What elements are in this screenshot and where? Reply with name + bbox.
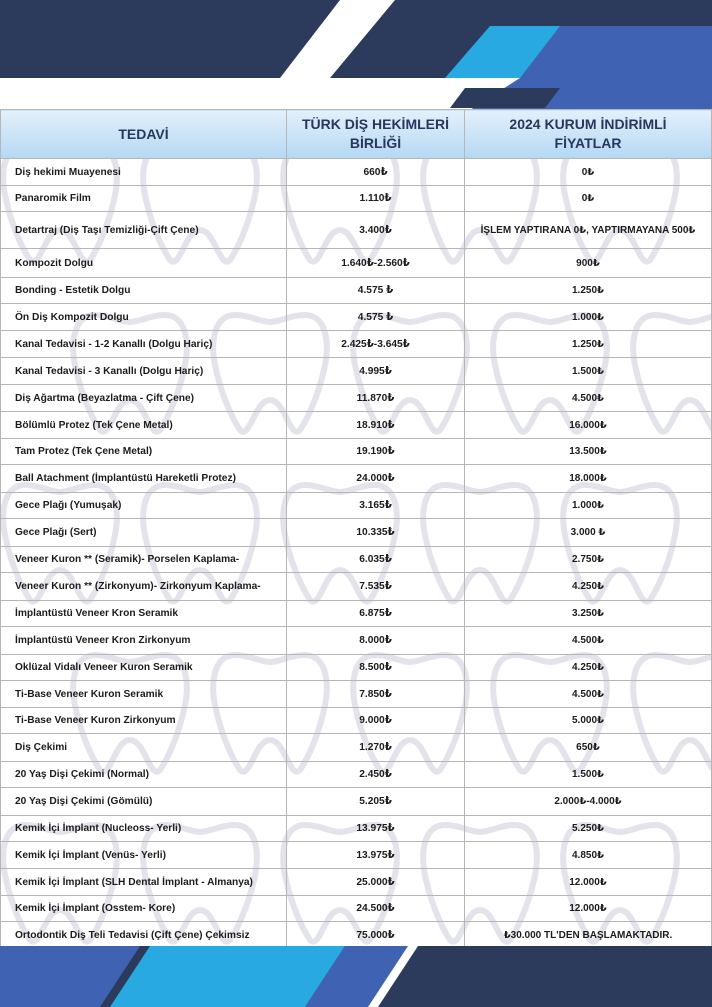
institution-price-cell: 12.000₺ <box>465 896 712 922</box>
tdb-price-cell: 6.035₺ <box>287 547 465 573</box>
institution-price-cell: 900₺ <box>465 249 712 278</box>
institution-price-cell: 5.250₺ <box>465 816 712 842</box>
tdb-price-cell: 7.535₺ <box>287 573 465 601</box>
table-row <box>1 869 712 896</box>
header-treatment <box>1 110 287 159</box>
header-institution-line2: FİYATLAR <box>554 135 622 151</box>
tdb-price-cell: 4.995₺ <box>287 358 465 385</box>
institution-price-cell: 13.500₺ <box>465 439 712 465</box>
tdb-price-cell: 13.975₺ <box>287 816 465 842</box>
tdb-price-cell: 2.425₺-3.645₺ <box>287 331 465 358</box>
institution-price-cell: 1.500₺ <box>465 358 712 385</box>
tdb-price-cell: 11.870₺ <box>287 385 465 412</box>
table-row <box>1 412 712 439</box>
tdb-price-cell: 10.335₺ <box>287 519 465 547</box>
table-row <box>1 385 712 412</box>
tdb-price-cell: 75.000₺ <box>287 922 465 949</box>
institution-price-cell: 4.850₺ <box>465 842 712 869</box>
institution-price-cell: 1.250₺ <box>465 331 712 358</box>
table-row <box>1 249 712 278</box>
treatment-cell: Bölümlü Protez (Tek Çene Metal) <box>1 412 287 439</box>
table-header-row <box>1 110 712 159</box>
treatment-cell: Kanal Tedavisi - 3 Kanallı (Dolgu Hariç) <box>1 358 287 385</box>
institution-price-cell: 1.500₺ <box>465 762 712 788</box>
table-row <box>1 439 712 465</box>
institution-price-cell: 1.000₺ <box>465 493 712 519</box>
table-row <box>1 159 712 186</box>
header-tdb-line1: TÜRK DİŞ HEKİMLERİ <box>302 116 449 132</box>
treatment-cell: Ön Diş Kompozit Dolgu <box>1 304 287 331</box>
table-row <box>1 681 712 708</box>
treatment-cell: Ortodontik Diş Teli Tedavisi (Çift Çene) Çekimsiz <box>1 922 287 949</box>
institution-price-cell: 18.000₺ <box>465 465 712 493</box>
table-row <box>1 547 712 573</box>
price-rows <box>1 159 712 949</box>
treatment-cell: Kemik İçi İmplant (Osstem- Kore) <box>1 896 287 922</box>
table-row <box>1 896 712 922</box>
tdb-price-cell: 9.000₺ <box>287 708 465 734</box>
table-row <box>1 358 712 385</box>
treatment-cell: Panaromik Film <box>1 186 287 212</box>
institution-price-cell: 4.250₺ <box>465 573 712 601</box>
treatment-cell: Tam Protez (Tek Çene Metal) <box>1 439 287 465</box>
header-tdb-line2: BİRLİĞİ <box>349 135 402 151</box>
institution-price-cell: 16.000₺ <box>465 412 712 439</box>
institution-price-cell: 1.000₺ <box>465 304 712 331</box>
institution-price-cell: 12.000₺ <box>465 869 712 896</box>
treatment-cell: Bonding - Estetik Dolgu <box>1 278 287 304</box>
tdb-price-cell: 25.000₺ <box>287 869 465 896</box>
treatment-cell: Veneer Kuron ** (Zirkonyum)- Zirkonyum Kaplama- <box>1 573 287 601</box>
tdb-price-cell: 6.875₺ <box>287 601 465 627</box>
table-row <box>1 762 712 788</box>
table-row <box>1 922 712 949</box>
treatment-cell: Oklüzal Vidalı Veneer Kuron Seramik <box>1 655 287 681</box>
table-row <box>1 601 712 627</box>
treatment-cell: Kemik İçi İmplant (Venüs- Yerli) <box>1 842 287 869</box>
table-row <box>1 627 712 655</box>
institution-price-cell: 0₺ <box>465 186 712 212</box>
table-row <box>1 304 712 331</box>
treatment-cell: Ball Atachment (İmplantüstü Hareketli Protez) <box>1 465 287 493</box>
institution-price-cell: 2.750₺ <box>465 547 712 573</box>
tdb-price-cell: 19.190₺ <box>287 439 465 465</box>
table-row <box>1 788 712 816</box>
top-banner <box>0 0 712 110</box>
tdb-price-cell: 3.165₺ <box>287 493 465 519</box>
header-institution-price <box>465 110 712 159</box>
treatment-cell: Gece Plağı (Yumuşak) <box>1 493 287 519</box>
treatment-cell: Ti-Base Veneer Kuron Seramik <box>1 681 287 708</box>
treatment-cell: Diş hekimi Muayenesi <box>1 159 287 186</box>
treatment-cell: Diş Çekimi <box>1 734 287 762</box>
tdb-price-cell: 5.205₺ <box>287 788 465 816</box>
treatment-cell: Kemik İçi İmplant (Nucleoss- Yerli) <box>1 816 287 842</box>
tdb-price-cell: 1.640₺-2.560₺ <box>287 249 465 278</box>
bottom-banner <box>0 946 712 1007</box>
tdb-price-cell: 24.500₺ <box>287 896 465 922</box>
tdb-price-cell: 1.110₺ <box>287 186 465 212</box>
tdb-price-cell: 18.910₺ <box>287 412 465 439</box>
tdb-price-cell: 8.000₺ <box>287 627 465 655</box>
table-row <box>1 186 712 212</box>
institution-price-cell: 650₺ <box>465 734 712 762</box>
treatment-cell: 20 Yaş Dişi Çekimi (Gömülü) <box>1 788 287 816</box>
header-institution-line1: 2024 KURUM İNDİRİMLİ <box>509 116 667 132</box>
treatment-cell: Ti-Base Veneer Kuron Zirkonyum <box>1 708 287 734</box>
table-row <box>1 842 712 869</box>
table-row <box>1 278 712 304</box>
tdb-price-cell: 2.450₺ <box>287 762 465 788</box>
table-row <box>1 212 712 249</box>
institution-price-cell: 3.000 ₺ <box>465 519 712 547</box>
treatment-cell: Kanal Tedavisi - 1-2 Kanallı (Dolgu Hariç) <box>1 331 287 358</box>
table-row <box>1 708 712 734</box>
table-row <box>1 655 712 681</box>
table-row <box>1 493 712 519</box>
treatment-cell: İmplantüstü Veneer Kron Seramik <box>1 601 287 627</box>
institution-price-cell: 2.000₺-4.000₺ <box>465 788 712 816</box>
institution-price-cell: 5.000₺ <box>465 708 712 734</box>
tdb-price-cell: 4.575 ₺ <box>287 278 465 304</box>
table-row <box>1 331 712 358</box>
institution-price-cell: 1.250₺ <box>465 278 712 304</box>
treatment-cell: Kemik İçi İmplant (SLH Dental İmplant - Almanya) <box>1 869 287 896</box>
institution-price-cell: 4.500₺ <box>465 385 712 412</box>
price-table <box>0 109 712 949</box>
treatment-cell: 20 Yaş Dişi Çekimi (Normal) <box>1 762 287 788</box>
institution-price-cell: 4.250₺ <box>465 655 712 681</box>
treatment-cell: Detartraj (Diş Taşı Temizliği-Çift Çene) <box>1 212 287 249</box>
header-tdb-price <box>287 110 465 159</box>
table-row <box>1 519 712 547</box>
table-row <box>1 573 712 601</box>
tdb-price-cell: 1.270₺ <box>287 734 465 762</box>
tdb-price-cell: 3.400₺ <box>287 212 465 249</box>
institution-price-cell: 4.500₺ <box>465 681 712 708</box>
treatment-cell: Gece Plağı (Sert) <box>1 519 287 547</box>
table-row <box>1 734 712 762</box>
treatment-cell: Diş Ağartma (Beyazlatma - Çift Çene) <box>1 385 287 412</box>
table-row <box>1 465 712 493</box>
tdb-price-cell: 4.575 ₺ <box>287 304 465 331</box>
header-treatment-label: TEDAVİ <box>118 125 169 142</box>
tdb-price-cell: 13.975₺ <box>287 842 465 869</box>
institution-price-cell: 3.250₺ <box>465 601 712 627</box>
institution-price-cell: İŞLEM YAPTIRANA 0₺, YAPTIRMAYANA 500₺ <box>465 212 712 249</box>
tdb-price-cell: 24.000₺ <box>287 465 465 493</box>
treatment-cell: Kompozit Dolgu <box>1 249 287 278</box>
table-row <box>1 816 712 842</box>
institution-price-cell: ₺30.000 TL'DEN BAŞLAMAKTADIR. <box>465 922 712 949</box>
institution-price-cell: 4.500₺ <box>465 627 712 655</box>
tdb-price-cell: 8.500₺ <box>287 655 465 681</box>
treatment-cell: İmplantüstü Veneer Kron Zirkonyum <box>1 627 287 655</box>
tdb-price-cell: 660₺ <box>287 159 465 186</box>
institution-price-cell: 0₺ <box>465 159 712 186</box>
tdb-price-cell: 7.850₺ <box>287 681 465 708</box>
treatment-cell: Veneer Kuron ** (Seramik)- Porselen Kaplama- <box>1 547 287 573</box>
